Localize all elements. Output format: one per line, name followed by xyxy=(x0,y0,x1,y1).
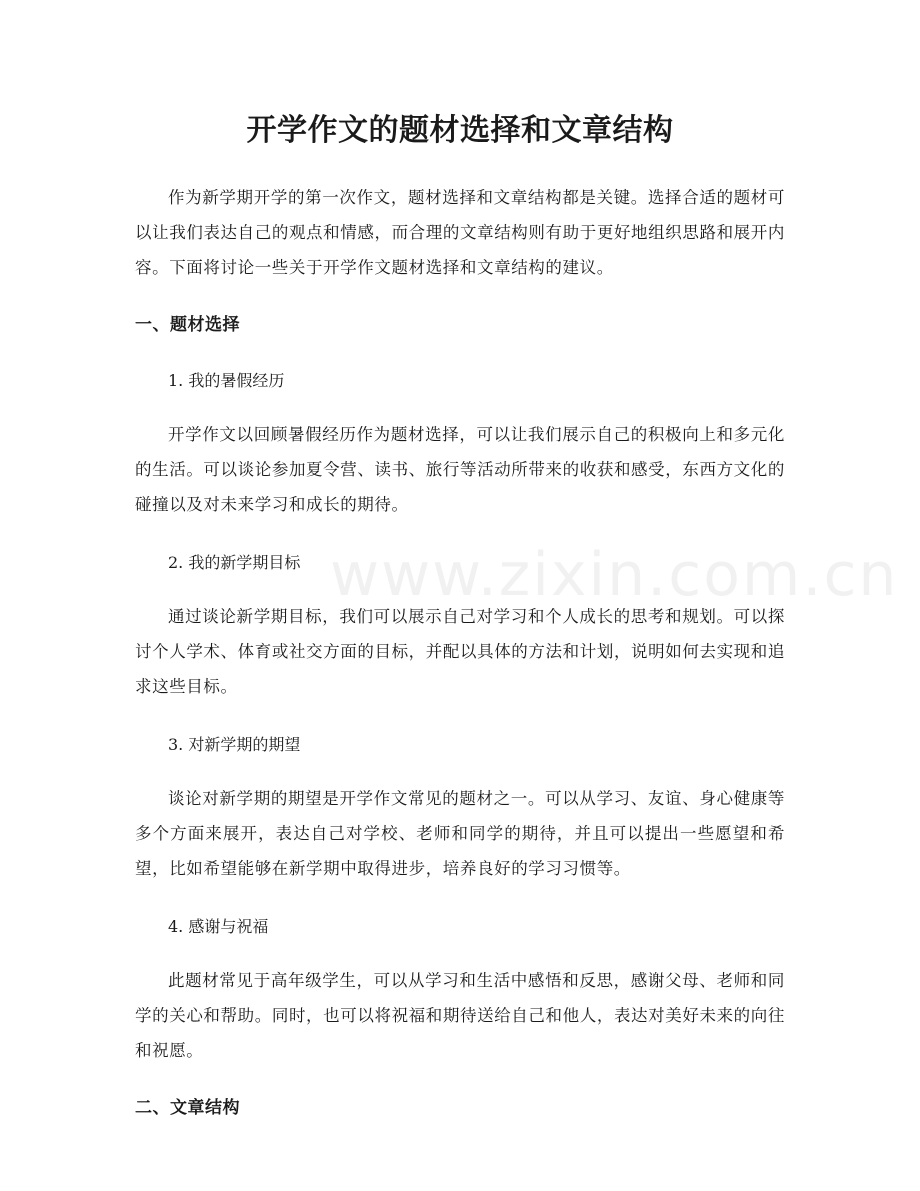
section-heading-topic-selection: 一、题材选择 xyxy=(135,315,240,335)
subheading-summer-experience: 1. 我的暑假经历 xyxy=(168,371,285,390)
page-title: 开学作文的题材选择和文章结构 xyxy=(246,113,674,148)
subheading-new-semester-goals: 2. 我的新学期目标 xyxy=(168,553,301,572)
watermark: www.zixin.com.cn xyxy=(330,540,899,610)
section-heading-article-structure: 二、文章结构 xyxy=(135,1098,240,1118)
paragraph-summer-experience: 开学作文以回顾暑假经历作为题材选择，可以让我们展示自己的积极向上和多元化的生活。可以谈论参加夏令营、读书、旅行等活动所带来的收获和感受，东西方文化的碰撞以及对未来学习和成长的期待。 xyxy=(135,425,785,514)
paragraph-semester-expectations: 谈论对新学期的期望是开学作文常见的题材之一。可以从学习、友谊、身心健康等多个方面来展开，表达自己对学校、老师和同学的期待，并且可以提出一些愿望和希望，比如希望能够在新学期中取得进步，培养良好的学习习惯等。 xyxy=(135,789,785,878)
intro-paragraph: 作为新学期开学的第一次作文，题材选择和文章结构都是关键。选择合适的题材可以让我们表达自己的观点和情感，而合理的文章结构则有助于更好地组织思路和展开内容。下面将讨论一些关于开学作文题材选择和文章结构的建议。 xyxy=(135,188,785,277)
paragraph-new-semester-goals: 通过谈论新学期目标，我们可以展示自己对学习和个人成长的思考和规划。可以探讨个人学术、体育或社交方面的目标，并配以具体的方法和计划，说明如何去实现和追求这些目标。 xyxy=(135,607,785,696)
document-body xyxy=(135,180,785,1146)
paragraph-thanks-and-wishes: 此题材常见于高年级学生，可以从学习和生活中感悟和反思，感谢父母、老师和同学的关心和帮助。同时，也可以将祝福和期待送给自己和他人，表达对美好未来的向往和祝愿。 xyxy=(135,971,785,1060)
subheading-semester-expectations: 3. 对新学期的期望 xyxy=(168,735,301,754)
subheading-thanks-and-wishes: 4. 感谢与祝福 xyxy=(168,917,269,936)
